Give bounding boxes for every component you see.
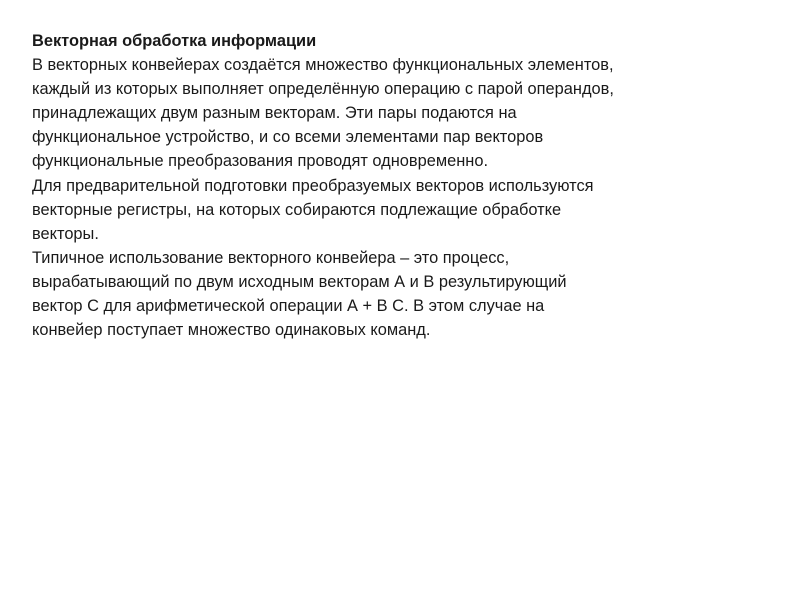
text-line: вырабатывающий по двум исходным векторам А и В результирующий [32, 272, 567, 291]
text-line: вектор С для арифметической операции А + В С. В этом случае на [32, 297, 545, 316]
slide-heading: Векторная обработка информации [32, 32, 317, 50]
text-line: векторные регистры, на которых собираются подлежащие обработке [32, 200, 562, 219]
text-line: Типичное использование векторного конвейера – это процесс, [32, 248, 510, 267]
text-line: функциональные преобразования проводят одновременно. [32, 152, 488, 171]
paragraph-typical-usage [32, 246, 772, 342]
text-line: В векторных конвейерах создаётся множество функциональных элементов, [32, 56, 614, 75]
text-line: векторы. [32, 224, 99, 243]
text-line: принадлежащих двум разным векторам. Эти пары подаются на [32, 104, 517, 123]
text-line: функциональное устройство, и со всеми элементами пар векторов [32, 128, 544, 147]
paragraph-vector-pipelines [32, 53, 772, 173]
text-line: каждый из которых выполняет определённую операцию с парой операндов, [32, 80, 614, 99]
text-line: Для предварительной подготовки преобразуемых векторов используются [32, 176, 594, 195]
text-line: конвейер поступает множество одинаковых команд. [32, 321, 431, 340]
slide-text-block [32, 29, 772, 342]
paragraph-vector-registers [32, 174, 772, 246]
